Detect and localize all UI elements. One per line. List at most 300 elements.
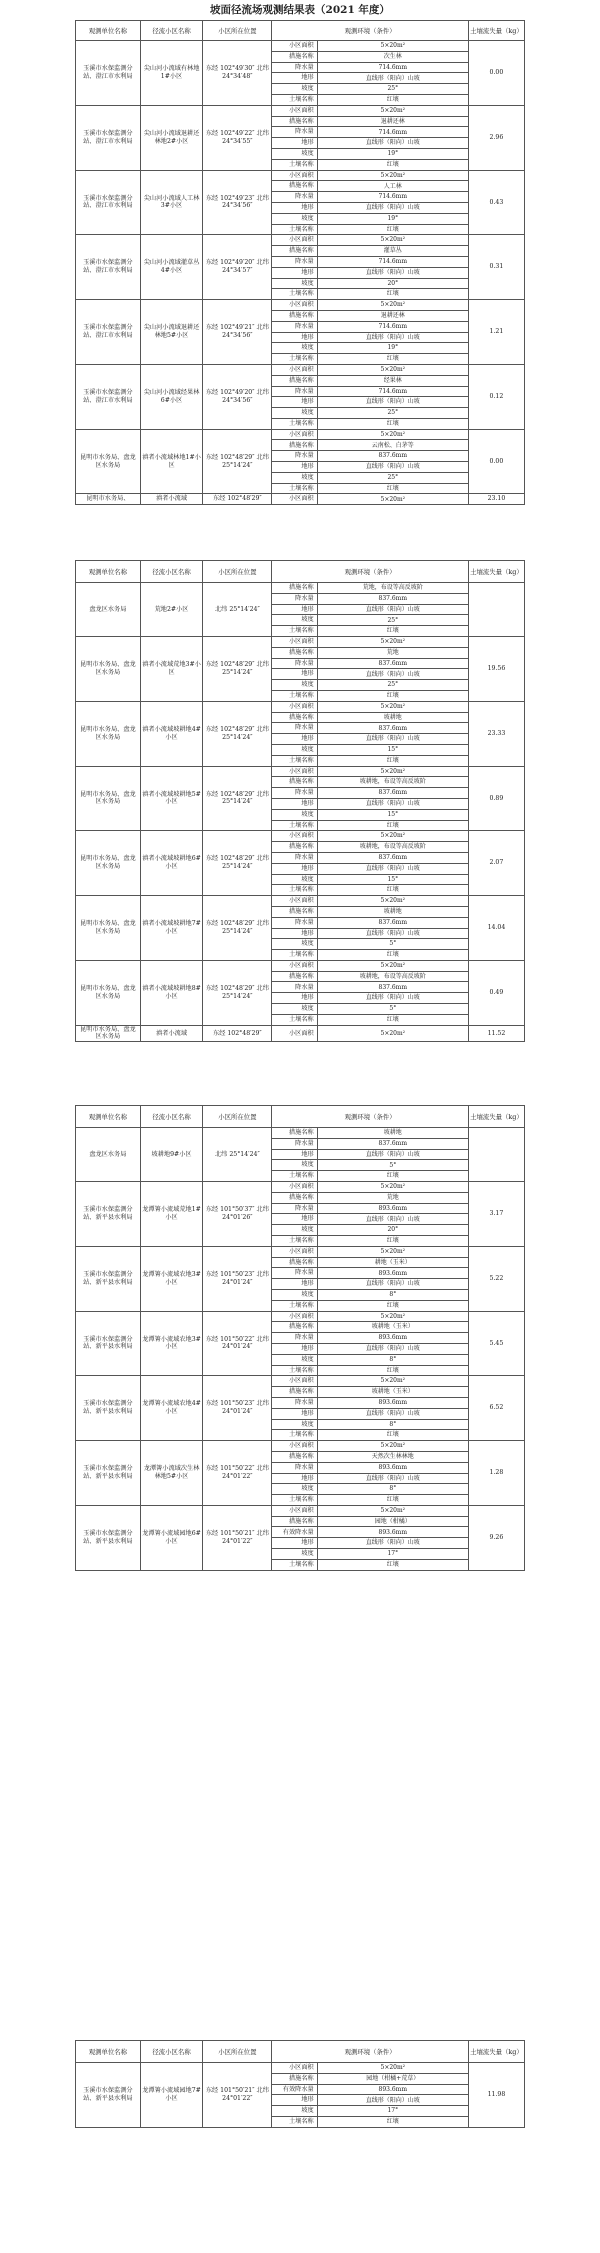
env-value: 893.6mm bbox=[317, 1462, 468, 1473]
env-value: 17° bbox=[317, 1549, 468, 1560]
env-key: 地形 bbox=[272, 1538, 317, 1549]
env-key: 小区面积 bbox=[272, 636, 317, 647]
env-key: 小区面积 bbox=[272, 1246, 317, 1257]
basin-cell: 龙潭箐小流域园地7#小区 bbox=[140, 2063, 203, 2128]
env-value: 714.6mm bbox=[317, 386, 468, 397]
table-row bbox=[76, 1246, 525, 1257]
env-key: 地形 bbox=[272, 462, 317, 473]
env-key: 地形 bbox=[272, 1149, 317, 1160]
soil-loss-cell: 3.17 bbox=[468, 1181, 524, 1246]
env-value: 5×20m² bbox=[317, 1025, 468, 1042]
env-value: 退耕还林 bbox=[317, 116, 468, 127]
env-key: 地形 bbox=[272, 669, 317, 680]
env-key: 小区面积 bbox=[272, 494, 317, 505]
env-value: 837.6mm bbox=[317, 451, 468, 462]
env-value: 直线形（阳向）山坡 bbox=[317, 734, 468, 745]
env-key: 坡度 bbox=[272, 472, 317, 483]
location-cell: 东经 102°48′29″ 北纬 25°14′24″ bbox=[203, 766, 272, 831]
env-key: 小区面积 bbox=[272, 701, 317, 712]
env-value: 红壤 bbox=[317, 755, 468, 766]
env-value: 直线形（阳向）山坡 bbox=[317, 863, 468, 874]
env-key: 坡度 bbox=[272, 84, 317, 95]
unit-cell: 玉溪市水保监测分站、澄江市水利局 bbox=[76, 300, 141, 365]
env-key: 土壤名称 bbox=[272, 690, 317, 701]
env-key: 小区面积 bbox=[272, 1025, 317, 1042]
env-key: 坡度 bbox=[272, 1289, 317, 1300]
env-value: 19° bbox=[317, 148, 468, 159]
env-value: 5×20m² bbox=[317, 170, 468, 181]
table-row bbox=[76, 1025, 525, 1042]
env-key: 地形 bbox=[272, 1343, 317, 1354]
table-row bbox=[76, 831, 525, 842]
env-value: 8° bbox=[317, 1484, 468, 1495]
soil-loss-cell: 0.49 bbox=[468, 960, 524, 1025]
env-value: 红壤 bbox=[317, 159, 468, 170]
env-key: 土壤名称 bbox=[272, 483, 317, 494]
env-key: 降水量 bbox=[272, 321, 317, 332]
env-value: 坡耕地（玉米） bbox=[317, 1322, 468, 1333]
env-key: 降水量 bbox=[272, 62, 317, 73]
table-row bbox=[76, 896, 525, 907]
soil-loss-cell: 11.52 bbox=[468, 1025, 524, 1042]
env-value: 直线形（阳向）山坡 bbox=[317, 928, 468, 939]
soil-loss-cell: 11.98 bbox=[468, 2063, 524, 2128]
env-key: 土壤名称 bbox=[272, 820, 317, 831]
basin-cell: 龙潭箐小流域园地6#小区 bbox=[140, 1505, 203, 1570]
soil-loss-cell: 2.07 bbox=[468, 831, 524, 896]
env-key: 土壤名称 bbox=[272, 1235, 317, 1246]
env-key: 措施名称 bbox=[272, 647, 317, 658]
env-value: 5×20m² bbox=[317, 429, 468, 440]
unit-cell: 昆明市水务局、盘龙区水务局 bbox=[76, 429, 141, 494]
env-key: 降水量 bbox=[272, 1268, 317, 1279]
env-value: 坡耕地 bbox=[317, 1128, 468, 1139]
env-key: 地形 bbox=[272, 734, 317, 745]
env-key: 土壤名称 bbox=[272, 950, 317, 961]
env-key: 地形 bbox=[272, 928, 317, 939]
env-value: 园地（柑橘+荒草） bbox=[317, 2073, 468, 2084]
location-cell: 东经 102°48′29″ 北纬 25°14′24″ bbox=[203, 960, 272, 1025]
env-value: 25° bbox=[317, 84, 468, 95]
env-key: 小区面积 bbox=[272, 1376, 317, 1387]
env-value: 红壤 bbox=[317, 1365, 468, 1376]
env-value: 直线形（阳向）山坡 bbox=[317, 332, 468, 343]
env-key: 土壤名称 bbox=[272, 224, 317, 235]
env-key: 降水量 bbox=[272, 917, 317, 928]
env-key: 措施名称 bbox=[272, 1516, 317, 1527]
soil-loss-cell: 0.43 bbox=[468, 170, 524, 235]
env-key: 小区面积 bbox=[272, 235, 317, 246]
env-value: 893.6mm bbox=[317, 2084, 468, 2095]
env-key: 地形 bbox=[272, 202, 317, 213]
env-value: 5° bbox=[317, 1160, 468, 1171]
env-key: 坡度 bbox=[272, 343, 317, 354]
env-key: 土壤名称 bbox=[272, 354, 317, 365]
env-key: 措施名称 bbox=[272, 1322, 317, 1333]
header-unit: 观测单位名称 bbox=[76, 561, 141, 583]
env-key: 降水量 bbox=[272, 1138, 317, 1149]
unit-cell: 玉溪市水保监测分站、澄江市水利局 bbox=[76, 105, 141, 170]
table-row bbox=[76, 636, 525, 647]
result-table bbox=[75, 2040, 525, 2128]
header-location: 小区所在位置 bbox=[203, 1106, 272, 1128]
env-key: 坡度 bbox=[272, 213, 317, 224]
table-header-row bbox=[76, 561, 525, 583]
env-key: 土壤名称 bbox=[272, 1014, 317, 1025]
page-title: 坡面径流场观测结果表（2021 年度） bbox=[210, 4, 390, 16]
location-cell: 东经 102°48′29″ 北纬 25°14′24″ bbox=[203, 831, 272, 896]
env-key: 地形 bbox=[272, 2095, 317, 2106]
env-key: 土壤名称 bbox=[272, 289, 317, 300]
env-value: 直线形（阳向）山坡 bbox=[317, 2095, 468, 2106]
header-env: 观测环境（条件） bbox=[272, 1106, 468, 1128]
env-value: 25° bbox=[317, 680, 468, 691]
env-key: 地形 bbox=[272, 604, 317, 615]
env-key: 有效降水量 bbox=[272, 2084, 317, 2095]
env-value: 5×20m² bbox=[317, 1505, 468, 1516]
table-row bbox=[76, 41, 525, 52]
location-cell: 东经 101°50′22″ 北纬 24°01′22″ bbox=[203, 1441, 272, 1506]
env-value: 5×20m² bbox=[317, 1181, 468, 1192]
table-row bbox=[76, 583, 525, 594]
env-key: 土壤名称 bbox=[272, 94, 317, 105]
env-value: 红壤 bbox=[317, 1559, 468, 1570]
env-key: 土壤名称 bbox=[272, 755, 317, 766]
env-key: 土壤名称 bbox=[272, 1559, 317, 1570]
env-value: 837.6mm bbox=[317, 593, 468, 604]
env-value: 直线形（阳向）山坡 bbox=[317, 1538, 468, 1549]
env-key: 土壤名称 bbox=[272, 418, 317, 429]
result-table bbox=[75, 20, 525, 505]
env-value: 直线形（阳向）山坡 bbox=[317, 798, 468, 809]
table-row bbox=[76, 429, 525, 440]
location-cell: 东经 101°50′37″ 北纬 24°01′26″ bbox=[203, 1181, 272, 1246]
env-value: 8° bbox=[317, 1419, 468, 1430]
env-value: 5° bbox=[317, 1004, 468, 1015]
soil-loss-cell bbox=[468, 583, 524, 637]
unit-cell: 昆明市水务局、盘龙区水务局 bbox=[76, 701, 141, 766]
env-value: 红壤 bbox=[317, 2116, 468, 2127]
env-value: 5×20m² bbox=[317, 896, 468, 907]
env-value: 红壤 bbox=[317, 820, 468, 831]
env-key: 坡度 bbox=[272, 1484, 317, 1495]
location-cell: 东经 102°49′22″ 北纬 24°34′55″ bbox=[203, 105, 272, 170]
unit-cell: 玉溪市水保监测分站、新平县水利局 bbox=[76, 1246, 141, 1311]
env-key: 坡度 bbox=[272, 680, 317, 691]
env-value: 20° bbox=[317, 1225, 468, 1236]
env-value: 5×20m² bbox=[317, 41, 468, 52]
env-value: 837.6mm bbox=[317, 982, 468, 993]
env-value: 5×20m² bbox=[317, 1246, 468, 1257]
env-key: 小区面积 bbox=[272, 1181, 317, 1192]
table-row bbox=[76, 300, 525, 311]
env-key: 坡度 bbox=[272, 809, 317, 820]
env-value: 红壤 bbox=[317, 94, 468, 105]
env-value: 25° bbox=[317, 408, 468, 419]
env-key: 坡度 bbox=[272, 615, 317, 626]
basin-cell: 尖山河小流域人工林3#小区 bbox=[140, 170, 203, 235]
soil-loss-cell bbox=[468, 1128, 524, 1182]
env-key: 地形 bbox=[272, 1473, 317, 1484]
env-key: 坡度 bbox=[272, 1160, 317, 1171]
table-header-row bbox=[76, 1106, 525, 1128]
env-key: 降水量 bbox=[272, 788, 317, 799]
env-key: 措施名称 bbox=[272, 971, 317, 982]
soil-loss-cell: 1.28 bbox=[468, 1441, 524, 1506]
env-value: 云南松、白茅等 bbox=[317, 440, 468, 451]
env-value: 714.6mm bbox=[317, 192, 468, 203]
basin-cell: 龙潭箐小流域次生林林地5#小区 bbox=[140, 1441, 203, 1506]
env-key: 地形 bbox=[272, 798, 317, 809]
table-row bbox=[76, 494, 525, 505]
env-key: 降水量 bbox=[272, 1397, 317, 1408]
location-cell: 东经 102°48′29″ 北纬 25°14′24″ bbox=[203, 429, 272, 494]
env-value: 红壤 bbox=[317, 354, 468, 365]
table-row bbox=[76, 1311, 525, 1322]
env-key: 地形 bbox=[272, 267, 317, 278]
basin-cell: 滇者小流域林地1#小区 bbox=[140, 429, 203, 494]
table-row bbox=[76, 235, 525, 246]
env-key: 小区面积 bbox=[272, 300, 317, 311]
env-value: 5×20m² bbox=[317, 636, 468, 647]
soil-loss-cell: 23.33 bbox=[468, 701, 524, 766]
env-key: 措施名称 bbox=[272, 712, 317, 723]
env-key: 降水量 bbox=[272, 256, 317, 267]
basin-cell: 滇者小流域 bbox=[140, 1025, 203, 1042]
header-loss: 土壤流失量（kg） bbox=[468, 21, 524, 41]
soil-loss-cell: 0.00 bbox=[468, 429, 524, 494]
env-key: 地形 bbox=[272, 1279, 317, 1290]
soil-loss-cell: 0.31 bbox=[468, 235, 524, 300]
env-key: 坡度 bbox=[272, 1004, 317, 1015]
env-key: 小区面积 bbox=[272, 2063, 317, 2074]
env-key: 降水量 bbox=[272, 1203, 317, 1214]
env-key: 小区面积 bbox=[272, 766, 317, 777]
soil-loss-cell: 1.21 bbox=[468, 300, 524, 365]
env-key: 小区面积 bbox=[272, 1311, 317, 1322]
env-key: 小区面积 bbox=[272, 105, 317, 116]
env-key: 小区面积 bbox=[272, 429, 317, 440]
env-value: 红壤 bbox=[317, 1235, 468, 1246]
env-value: 837.6mm bbox=[317, 658, 468, 669]
unit-cell: 玉溪市水保监测分站、新平县水利局 bbox=[76, 1311, 141, 1376]
soil-loss-cell: 6.52 bbox=[468, 1376, 524, 1441]
env-value: 25° bbox=[317, 472, 468, 483]
env-value: 15° bbox=[317, 874, 468, 885]
env-key: 坡度 bbox=[272, 744, 317, 755]
location-cell: 东经 101°50′21″ 北纬 24°01′22″ bbox=[203, 2063, 272, 2128]
env-value: 714.6mm bbox=[317, 256, 468, 267]
env-value: 直线形（阳向）山坡 bbox=[317, 138, 468, 149]
env-key: 有效降水量 bbox=[272, 1527, 317, 1538]
unit-cell: 昆明市水务局、盘龙区水务局 bbox=[76, 831, 141, 896]
env-value: 人工林 bbox=[317, 181, 468, 192]
soil-loss-cell: 5.22 bbox=[468, 1246, 524, 1311]
env-key: 措施名称 bbox=[272, 583, 317, 594]
env-value: 5×20m² bbox=[317, 2063, 468, 2074]
env-value: 5×20m² bbox=[317, 831, 468, 842]
unit-cell: 盘龙区水务局 bbox=[76, 583, 141, 637]
env-value: 5×20m² bbox=[317, 766, 468, 777]
env-value: 直线形（阳向）山坡 bbox=[317, 1473, 468, 1484]
env-value: 20° bbox=[317, 278, 468, 289]
env-key: 小区面积 bbox=[272, 831, 317, 842]
soil-loss-cell: 0.89 bbox=[468, 766, 524, 831]
env-value: 红壤 bbox=[317, 483, 468, 494]
table-row bbox=[76, 960, 525, 971]
header-basin: 径流小区名称 bbox=[140, 1106, 203, 1128]
env-value: 红壤 bbox=[317, 626, 468, 637]
table-row bbox=[76, 1441, 525, 1452]
env-value: 893.6mm bbox=[317, 1397, 468, 1408]
env-key: 土壤名称 bbox=[272, 1430, 317, 1441]
basin-cell: 尖山河小流域有林地1#小区 bbox=[140, 41, 203, 106]
env-key: 坡度 bbox=[272, 939, 317, 950]
soil-loss-cell: 0.00 bbox=[468, 41, 524, 106]
header-basin: 径流小区名称 bbox=[140, 21, 203, 41]
basin-cell: 尖山河小流域经果林6#小区 bbox=[140, 364, 203, 429]
env-value: 15° bbox=[317, 809, 468, 820]
basin-cell: 滇者小流域坡耕地4#小区 bbox=[140, 701, 203, 766]
location-cell: 北纬 25°14′24″ bbox=[203, 583, 272, 637]
env-value: 直线形（阳向）山坡 bbox=[317, 397, 468, 408]
env-value: 893.6mm bbox=[317, 1527, 468, 1538]
unit-cell: 盘龙区水务局 bbox=[76, 1128, 141, 1182]
env-value: 5×20m² bbox=[317, 1311, 468, 1322]
location-cell: 东经 102°48′29″ bbox=[203, 494, 272, 505]
env-key: 降水量 bbox=[272, 192, 317, 203]
location-cell: 东经 102°49′20″ 北纬 24°34′57″ bbox=[203, 235, 272, 300]
env-value: 714.6mm bbox=[317, 127, 468, 138]
basin-cell: 龙潭箐小流域农地3#小区 bbox=[140, 1311, 203, 1376]
env-key: 地形 bbox=[272, 863, 317, 874]
env-key: 小区面积 bbox=[272, 41, 317, 52]
env-key: 措施名称 bbox=[272, 51, 317, 62]
env-key: 小区面积 bbox=[272, 364, 317, 375]
env-value: 5×20m² bbox=[317, 1376, 468, 1387]
header-env: 观测环境（条件） bbox=[272, 21, 468, 41]
env-key: 措施名称 bbox=[272, 906, 317, 917]
env-value: 893.6mm bbox=[317, 1268, 468, 1279]
location-cell: 东经 101°50′22″ 北纬 24°01′24″ bbox=[203, 1311, 272, 1376]
header-loss: 土壤流失量（kg） bbox=[468, 561, 524, 583]
env-value: 直线形（阳向）山坡 bbox=[317, 669, 468, 680]
env-key: 措施名称 bbox=[272, 1451, 317, 1462]
env-value: 837.6mm bbox=[317, 852, 468, 863]
basin-cell: 滇者小流域坡耕地5#小区 bbox=[140, 766, 203, 831]
env-key: 坡度 bbox=[272, 2106, 317, 2117]
env-value: 8° bbox=[317, 1354, 468, 1365]
basin-cell: 尖山河小流域灌草丛4#小区 bbox=[140, 235, 203, 300]
location-cell: 东经 102°49′20″ 北纬 24°34′56″ bbox=[203, 364, 272, 429]
soil-loss-cell: 9.26 bbox=[468, 1505, 524, 1570]
env-value: 红壤 bbox=[317, 1495, 468, 1506]
unit-cell: 玉溪市水保监测分站、新平县水利局 bbox=[76, 1376, 141, 1441]
header-location: 小区所在位置 bbox=[203, 2041, 272, 2063]
table-row bbox=[76, 170, 525, 181]
location-cell: 东经 101°50′23″ 北纬 24°01′24″ bbox=[203, 1376, 272, 1441]
env-key: 小区面积 bbox=[272, 1441, 317, 1452]
basin-cell: 尖山河小流域退耕还林地2#小区 bbox=[140, 105, 203, 170]
env-key: 土壤名称 bbox=[272, 885, 317, 896]
env-key: 土壤名称 bbox=[272, 1495, 317, 1506]
env-key: 措施名称 bbox=[272, 1128, 317, 1139]
env-value: 15° bbox=[317, 744, 468, 755]
env-value: 红壤 bbox=[317, 885, 468, 896]
location-cell: 东经 102°48′29″ 北纬 25°14′24″ bbox=[203, 636, 272, 701]
basin-cell: 龙潭箐小流域农地4#小区 bbox=[140, 1376, 203, 1441]
table-row bbox=[76, 1128, 525, 1139]
env-key: 措施名称 bbox=[272, 310, 317, 321]
unit-cell: 玉溪市水保监测分站、澄江市水利局 bbox=[76, 235, 141, 300]
env-key: 措施名称 bbox=[272, 1192, 317, 1203]
env-value: 17° bbox=[317, 2106, 468, 2117]
env-value: 直线形（阳向）山坡 bbox=[317, 1279, 468, 1290]
location-cell: 东经 102°48′29″ 北纬 25°14′24″ bbox=[203, 896, 272, 961]
env-value: 5×20m² bbox=[317, 105, 468, 116]
env-key: 坡度 bbox=[272, 278, 317, 289]
location-cell: 东经 102°49′21″ 北纬 24°34′56″ bbox=[203, 300, 272, 365]
header-unit: 观测单位名称 bbox=[76, 1106, 141, 1128]
env-value: 经果林 bbox=[317, 375, 468, 386]
env-value: 8° bbox=[317, 1289, 468, 1300]
env-value: 直线形（阳向）山坡 bbox=[317, 73, 468, 84]
env-key: 土壤名称 bbox=[272, 1300, 317, 1311]
env-key: 土壤名称 bbox=[272, 2116, 317, 2127]
env-key: 土壤名称 bbox=[272, 626, 317, 637]
unit-cell: 玉溪市水保监测分站、澄江市水利局 bbox=[76, 41, 141, 106]
env-key: 降水量 bbox=[272, 723, 317, 734]
header-unit: 观测单位名称 bbox=[76, 2041, 141, 2063]
env-value: 直线形（阳向）山坡 bbox=[317, 462, 468, 473]
env-value: 红壤 bbox=[317, 950, 468, 961]
env-key: 降水量 bbox=[272, 593, 317, 604]
env-key: 土壤名称 bbox=[272, 159, 317, 170]
env-key: 小区面积 bbox=[272, 170, 317, 181]
env-value: 19° bbox=[317, 213, 468, 224]
env-value: 坡耕地 bbox=[317, 712, 468, 723]
env-value: 直线形（阳向）山坡 bbox=[317, 1214, 468, 1225]
location-cell: 东经 102°49′30″ 北纬 24°34′48″ bbox=[203, 41, 272, 106]
env-key: 措施名称 bbox=[272, 181, 317, 192]
unit-cell: 昆明市水务局、盘龙区水务局 bbox=[76, 636, 141, 701]
env-key: 地形 bbox=[272, 993, 317, 1004]
env-key: 土壤名称 bbox=[272, 1365, 317, 1376]
soil-loss-cell: 19.56 bbox=[468, 636, 524, 701]
unit-cell: 玉溪市水保监测分站、新平县水利局 bbox=[76, 1181, 141, 1246]
basin-cell: 滇者小流域坡耕地6#小区 bbox=[140, 831, 203, 896]
env-value: 红壤 bbox=[317, 1300, 468, 1311]
basin-cell: 滇者小流域荒地3#小区 bbox=[140, 636, 203, 701]
table-row bbox=[76, 2063, 525, 2074]
env-key: 地形 bbox=[272, 397, 317, 408]
location-cell: 东经 102°48′29″ bbox=[203, 1025, 272, 1042]
env-key: 措施名称 bbox=[272, 116, 317, 127]
result-table bbox=[75, 560, 525, 1042]
unit-cell: 昆明市水务局、盘龙区水务局 bbox=[76, 1025, 141, 1042]
basin-cell: 龙潭箐小流域农地3#小区 bbox=[140, 1246, 203, 1311]
basin-cell: 坡耕地9#小区 bbox=[140, 1128, 203, 1182]
env-value: 直线形（阳向）山坡 bbox=[317, 1149, 468, 1160]
env-key: 降水量 bbox=[272, 658, 317, 669]
env-value: 荒地 bbox=[317, 1192, 468, 1203]
env-key: 地形 bbox=[272, 138, 317, 149]
env-value: 坡耕地（玉米） bbox=[317, 1387, 468, 1398]
env-value: 直线形（阳向）山坡 bbox=[317, 202, 468, 213]
env-key: 坡度 bbox=[272, 1225, 317, 1236]
env-value: 红壤 bbox=[317, 690, 468, 701]
basin-cell: 滇者小流域坡耕地8#小区 bbox=[140, 960, 203, 1025]
